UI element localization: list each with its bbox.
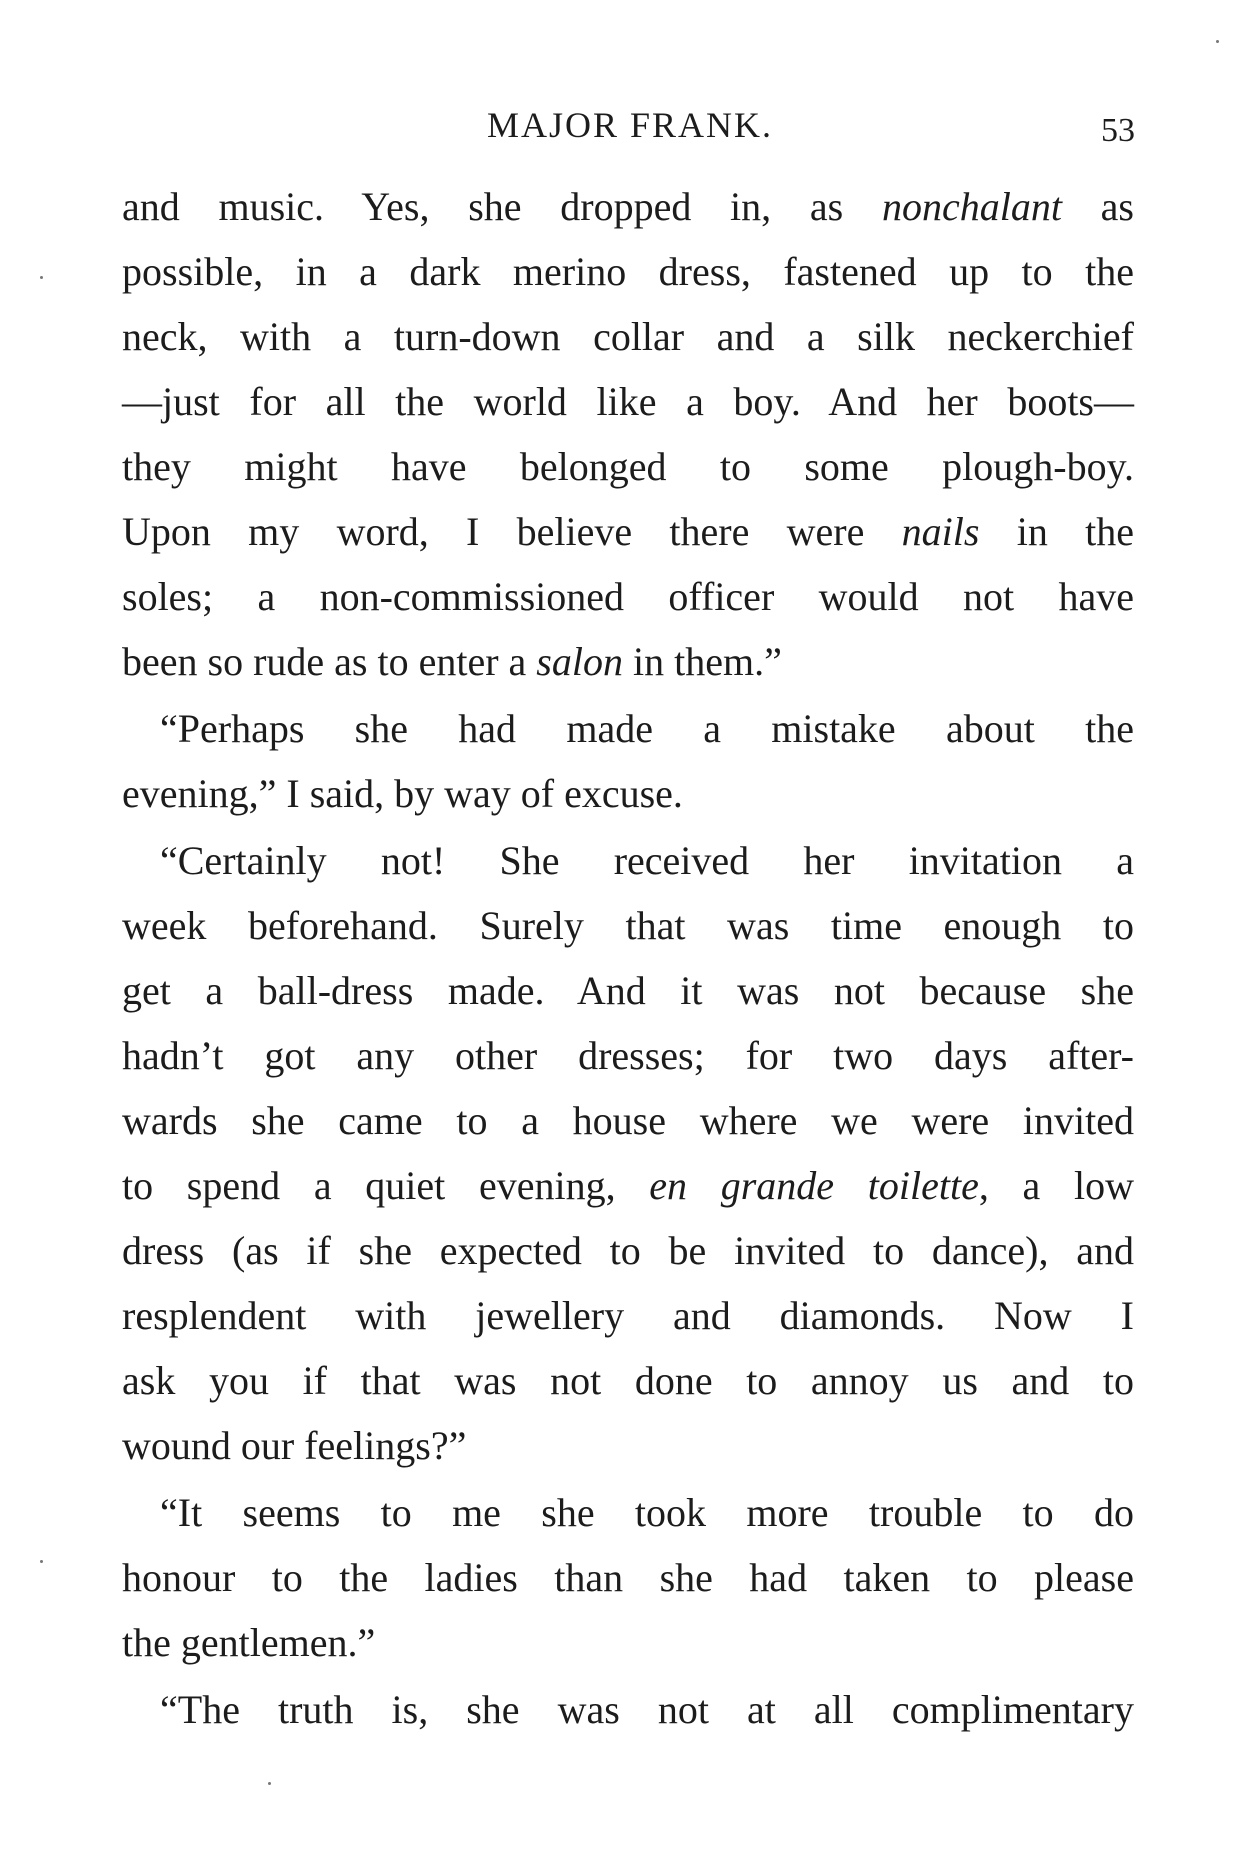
text-run: in the bbox=[979, 509, 1134, 554]
running-head bbox=[125, 104, 1135, 154]
paragraph bbox=[122, 1480, 1134, 1675]
text-line: “Certainly not! She received her invitation a bbox=[160, 838, 1134, 883]
scan-speck bbox=[1216, 40, 1219, 43]
italic-word: salon bbox=[536, 639, 623, 684]
text-line bbox=[122, 629, 1134, 694]
text-line: soles; a non-commissioned officer would not have bbox=[122, 574, 1134, 619]
text-line: get a ball-dress made. And it was not because she bbox=[122, 968, 1134, 1013]
text-line: hadn’t got any other dresses; for two days after- bbox=[122, 1033, 1134, 1078]
text-line: ask you if that was not done to annoy us and to bbox=[122, 1358, 1134, 1403]
text-run: and music. Yes, she dropped in, as bbox=[122, 184, 882, 229]
text-line: wound our feelings?” bbox=[122, 1423, 467, 1468]
text-line bbox=[122, 174, 1134, 239]
text-run: Upon my word, I believe there were bbox=[122, 509, 902, 554]
text-line: dress (as if she expected to be invited to dance), and bbox=[122, 1228, 1134, 1273]
text-line: “It seems to me she took more trouble to do bbox=[160, 1490, 1134, 1535]
body-text bbox=[122, 174, 1134, 1742]
text-line: “Perhaps she had made a mistake about the bbox=[160, 706, 1134, 751]
paragraph bbox=[122, 1677, 1134, 1742]
text-line: neck, with a turn-down collar and a silk neckerchief bbox=[122, 314, 1134, 359]
text-line: they might have belonged to some plough-boy. bbox=[122, 444, 1134, 489]
scan-speck bbox=[40, 1560, 43, 1563]
text-run: in them.” bbox=[622, 639, 782, 684]
paragraph bbox=[122, 696, 1134, 826]
scan-speck bbox=[40, 276, 43, 279]
text-line: possible, in a dark merino dress, fastened up to the bbox=[122, 249, 1134, 294]
text-line: “The truth is, she was not at all complimentary bbox=[160, 1687, 1134, 1732]
text-line: evening,” I said, by way of excuse. bbox=[122, 771, 683, 816]
text-run: been so rude as to enter a bbox=[122, 639, 537, 684]
text-line: the gentlemen.” bbox=[122, 1620, 376, 1665]
text-line: resplendent with jewellery and diamonds. Now I bbox=[122, 1293, 1134, 1338]
scan-speck bbox=[268, 1782, 271, 1785]
paragraph bbox=[122, 174, 1134, 694]
page-number: 53 bbox=[1101, 112, 1135, 149]
text-line: week beforehand. Surely that was time enough to bbox=[122, 903, 1134, 948]
running-title: MAJOR FRANK. bbox=[486, 105, 774, 145]
paragraph bbox=[122, 828, 1134, 1478]
text-line: wards she came to a house where we were invited bbox=[122, 1098, 1134, 1143]
text-line bbox=[122, 499, 1134, 564]
text-run: to spend a quiet evening, bbox=[122, 1163, 650, 1208]
text-line: honour to the ladies than she had taken to please bbox=[122, 1555, 1134, 1600]
text-run: , a low bbox=[978, 1163, 1134, 1208]
italic-phrase: en grande toilette bbox=[649, 1163, 979, 1208]
italic-word: nonchalant bbox=[881, 184, 1062, 229]
text-run: as bbox=[1061, 184, 1134, 229]
italic-word: nails bbox=[901, 509, 980, 554]
text-line: —just for all the world like a boy. And her boots— bbox=[122, 379, 1134, 424]
text-line bbox=[122, 1153, 1134, 1218]
